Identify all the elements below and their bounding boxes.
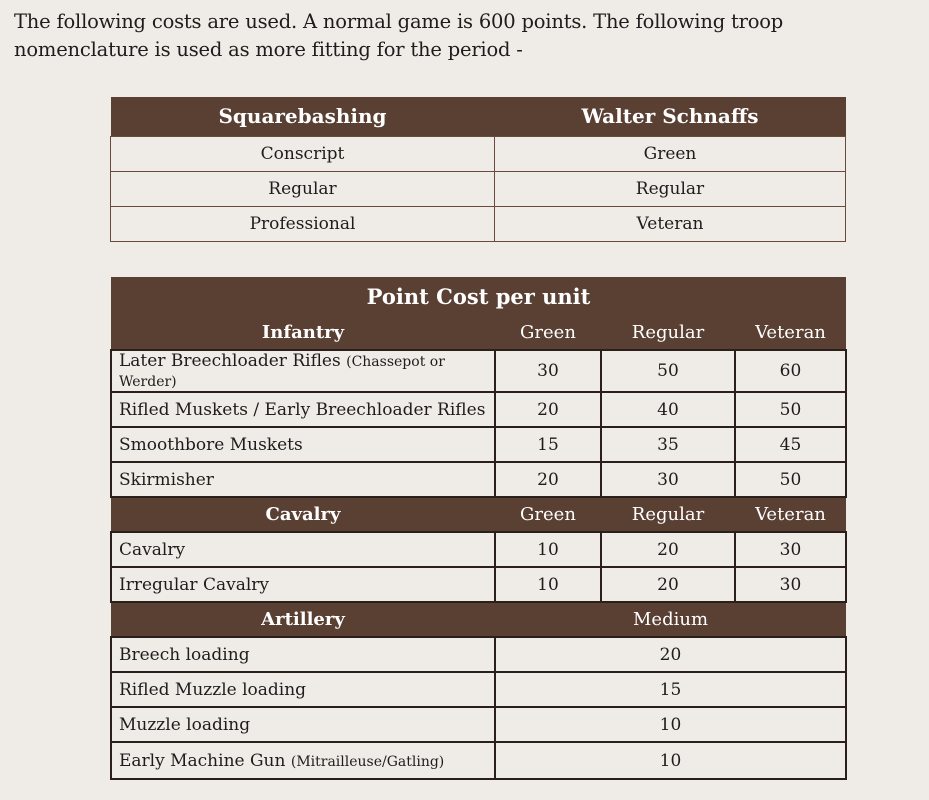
cost-cell: 15	[495, 427, 601, 462]
table-row	[111, 392, 846, 427]
cost-cell: 20	[495, 637, 846, 672]
nomenclature-cell: Professional	[111, 206, 495, 241]
cost-cell: 60	[735, 350, 846, 392]
unit-name	[111, 350, 495, 392]
cost-cell: 20	[601, 567, 735, 602]
cost-cell: 10	[495, 707, 846, 742]
nomenclature-cell: Veteran	[495, 206, 846, 241]
table-row	[111, 707, 846, 742]
unit-name-note: (Mitrailleuse/Gatling)	[290, 753, 445, 770]
nomenclature-cell: Regular	[111, 171, 495, 206]
column-header-green: Green	[495, 497, 601, 532]
cost-cell: 45	[735, 427, 846, 462]
nomenclature-row	[111, 206, 846, 241]
unit-name-text: Later Breechloader Rifles	[119, 351, 347, 371]
cost-cell: 10	[495, 567, 601, 602]
unit-name: Cavalry	[111, 532, 495, 567]
nomenclature-row	[111, 171, 846, 206]
infantry-header-row	[111, 315, 846, 350]
intro-paragraph: The following costs are used. A normal game is 600 points. The following troop nomenclature is used as more fitting for the period -	[14, 10, 784, 61]
cost-cell: 30	[735, 567, 846, 602]
column-header-medium: Medium	[495, 602, 846, 637]
column-header-veteran: Veteran	[735, 315, 846, 350]
column-header-veteran: Veteran	[735, 497, 846, 532]
nomenclature-row	[111, 136, 846, 171]
column-header-regular: Regular	[601, 315, 735, 350]
cost-cell: 15	[495, 672, 846, 707]
cost-cell: 30	[735, 532, 846, 567]
unit-name-text: Early Machine Gun	[119, 750, 291, 771]
cost-cell: 30	[495, 350, 601, 392]
unit-name: Muzzle loading	[111, 707, 495, 742]
column-header-green: Green	[495, 315, 601, 350]
nomenclature-cell: Conscript	[111, 136, 495, 171]
nomenclature-header-row	[111, 97, 846, 136]
artillery-header: Artillery	[111, 602, 495, 637]
point-cost-table	[110, 277, 847, 780]
unit-name: Breech loading	[111, 637, 495, 672]
artillery-header-row	[111, 602, 846, 637]
cost-cell: 50	[735, 462, 846, 497]
cost-cell: 10	[495, 532, 601, 567]
unit-name: Rifled Muskets / Early Breechloader Rifles	[111, 392, 495, 427]
unit-name: Rifled Muzzle loading	[111, 672, 495, 707]
table-row	[111, 427, 846, 462]
nomenclature-header-walter-schnaffs: Walter Schnaffs	[495, 97, 846, 136]
table-row	[111, 350, 846, 392]
point-cost-title: Point Cost per unit	[111, 277, 846, 315]
column-header-regular: Regular	[601, 497, 735, 532]
table-row	[111, 567, 846, 602]
table-row	[111, 742, 846, 779]
infantry-header: Infantry	[111, 315, 495, 350]
unit-name-note: (Chassepot or Werder)	[119, 354, 445, 390]
table-row	[111, 462, 846, 497]
cost-cell: 20	[601, 532, 735, 567]
table-row	[111, 637, 846, 672]
cost-cell: 20	[495, 462, 601, 497]
nomenclature-header-squarebashing: Squarebashing	[111, 97, 495, 136]
cost-cell: 20	[495, 392, 601, 427]
cost-cell: 30	[601, 462, 735, 497]
nomenclature-cell: Regular	[495, 171, 846, 206]
unit-name: Smoothbore Muskets	[111, 427, 495, 462]
nomenclature-cell: Green	[495, 136, 846, 171]
cavalry-header: Cavalry	[111, 497, 495, 532]
cost-cell: 50	[735, 392, 846, 427]
unit-name: Irregular Cavalry	[111, 567, 495, 602]
table-row	[111, 532, 846, 567]
cost-cell: 40	[601, 392, 735, 427]
unit-name: Skirmisher	[111, 462, 495, 497]
cost-cell: 50	[601, 350, 735, 392]
table-row	[111, 672, 846, 707]
nomenclature-table	[110, 97, 846, 242]
cost-cell: 10	[495, 742, 846, 779]
point-cost-title-row	[111, 277, 846, 315]
unit-name	[111, 742, 495, 779]
cavalry-header-row	[111, 497, 846, 532]
cost-cell: 35	[601, 427, 735, 462]
